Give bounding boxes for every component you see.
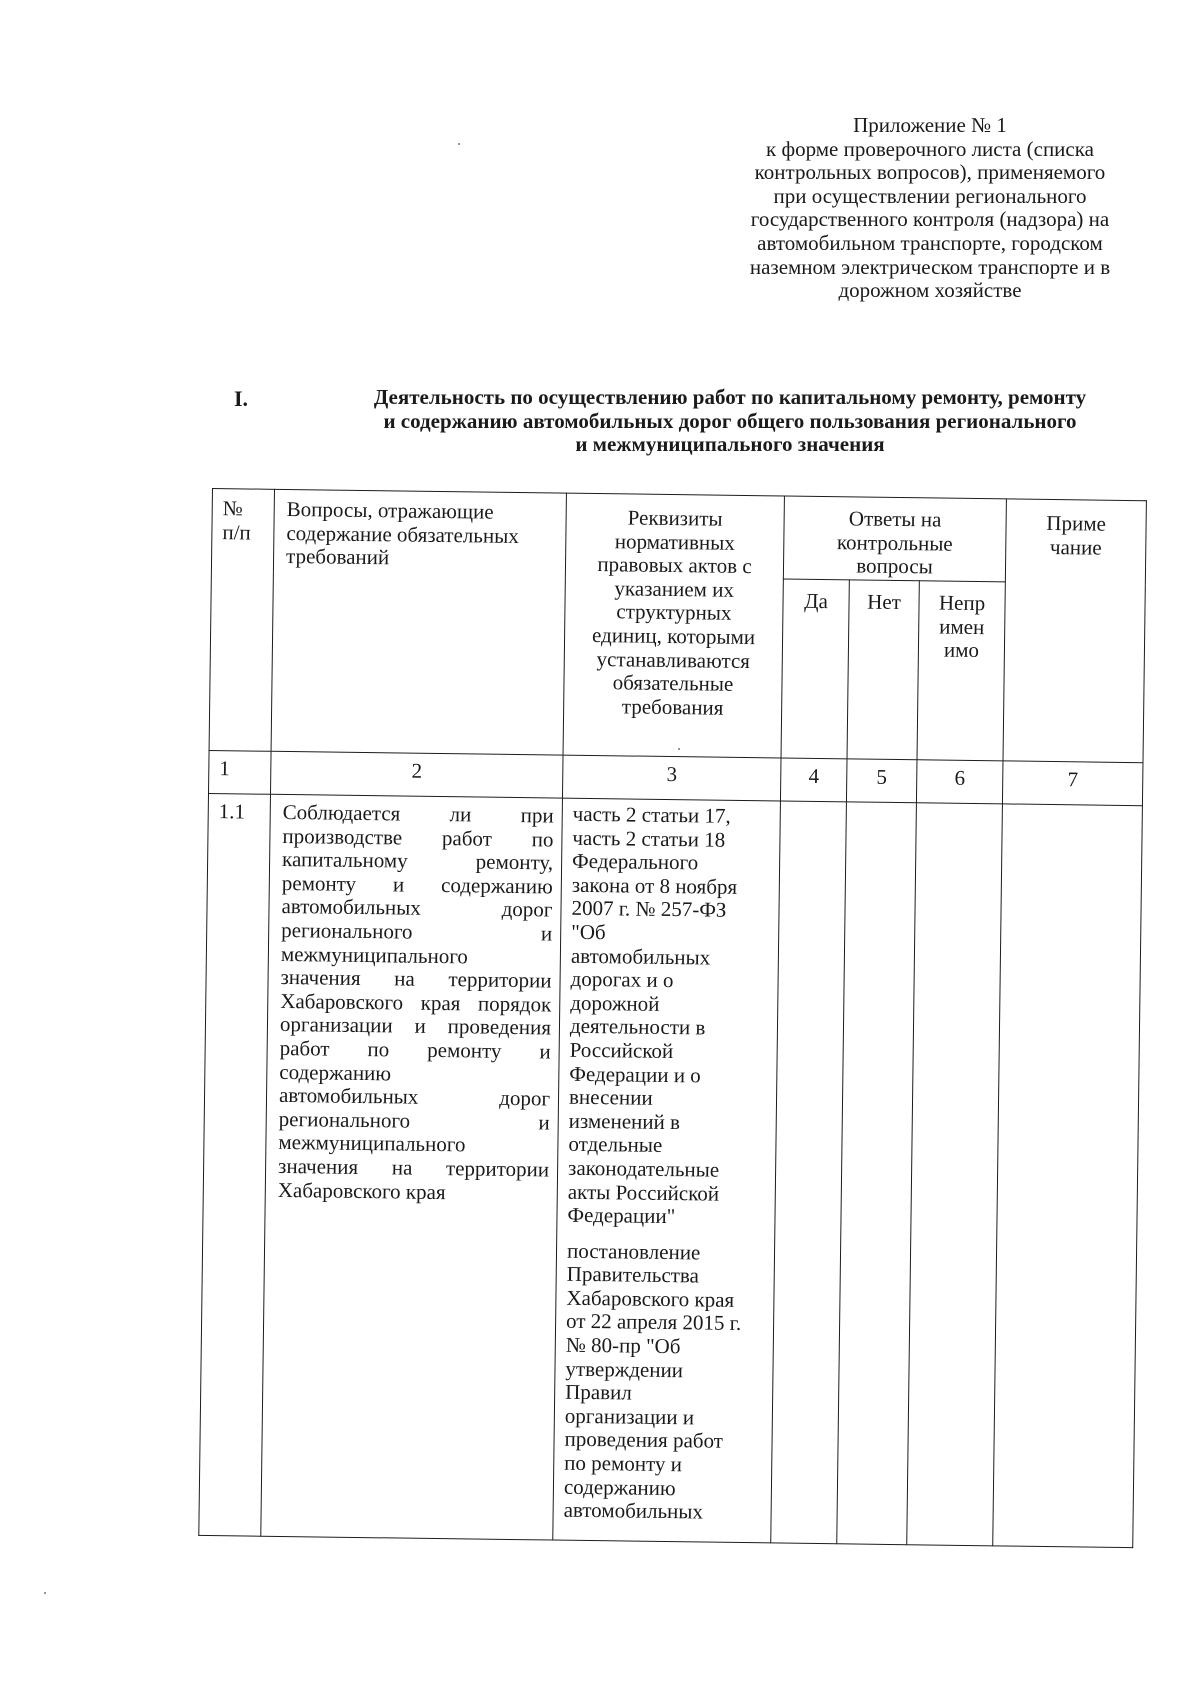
appendix-line: при осуществлении регионального xyxy=(773,183,1087,208)
question-text-line: Хабаровского края xyxy=(277,1177,446,1204)
header-text-line: Ответы на xyxy=(848,506,942,532)
question-text-line: межмуниципального xyxy=(278,1130,466,1157)
header-text-line: единиц, которыми xyxy=(591,622,756,650)
requisite-text-line: акты Российской xyxy=(567,1179,720,1206)
header-text-line: структурных xyxy=(616,599,732,626)
question-text-line: работ по ремонту и xyxy=(279,1035,551,1064)
question-text-line: регионального и xyxy=(281,917,553,946)
header-text-line: п/п xyxy=(222,519,251,545)
requisite-text-line: содержанию xyxy=(563,1474,676,1500)
header-text-line: нормативных xyxy=(614,528,736,555)
header-text-line: правовых актов с xyxy=(597,552,752,579)
requisite-text-line: Правительства xyxy=(566,1261,700,1288)
question-text-line: производстве работ по xyxy=(282,823,554,852)
column-number: 5 xyxy=(846,759,917,803)
header-text-line: чание xyxy=(1049,534,1102,560)
header-text-line: вопросы xyxy=(856,553,933,579)
header-question xyxy=(271,489,566,755)
appendix-block xyxy=(700,114,1160,303)
header-text-line: указанием их xyxy=(614,576,735,602)
header-num xyxy=(209,489,274,752)
header-not-applicable xyxy=(917,581,1005,761)
requisite-text-line: утверждении xyxy=(565,1356,684,1382)
question-text-line: содержанию xyxy=(279,1059,392,1085)
requisite-text-line: закона от 8 ноября xyxy=(571,872,738,899)
requisite-text-line: Хабаровского края xyxy=(566,1285,735,1312)
header-text-line: № xyxy=(222,496,243,521)
question-text-line: организации и проведения xyxy=(279,1012,552,1040)
requisite-text-line: 2007 г. № 257-ФЗ xyxy=(571,896,727,923)
requisite-text-line: внесении xyxy=(568,1084,653,1110)
header-text-line: содержание обязательных xyxy=(286,520,519,548)
column-number: 7 xyxy=(1002,761,1143,806)
requisite-text-line: отдельные xyxy=(568,1132,663,1158)
header-text-line: имен xyxy=(939,614,985,639)
requisite-text-line: постановление xyxy=(566,1238,701,1265)
table-row xyxy=(199,793,1143,1547)
header-text-line: Вопросы, отражающие xyxy=(286,496,494,524)
header-text-line: обязательные xyxy=(612,670,734,696)
question-text-line: значения на территории xyxy=(280,965,552,993)
column-number: 1 xyxy=(209,750,272,794)
requisite-text-line: изменений в xyxy=(568,1108,681,1134)
requisite-text-line: часть 2 статьи 18 xyxy=(572,825,726,852)
requisite-text-line: дорожной xyxy=(570,990,660,1016)
requisite-text-line: Федерации" xyxy=(567,1202,676,1229)
section-number: I. xyxy=(234,386,249,411)
requisite-text-line: дорогах и о xyxy=(570,966,674,993)
question-text-line: ремонту и содержанию xyxy=(281,870,553,899)
section-title-line: и содержанию автомобильных дорог общего пользования регионального xyxy=(383,408,1077,433)
header-no: Нет xyxy=(847,580,919,760)
requisite-text-line: Федерации и о xyxy=(569,1061,701,1087)
checklist-table xyxy=(198,488,1147,1548)
question-text-line: межмуниципального xyxy=(280,941,469,968)
appendix-line: автомобильном транспорте, городском xyxy=(757,230,1103,255)
header-text-line: имо xyxy=(943,637,980,663)
question-text-line: капитальному ремонту, xyxy=(281,847,554,875)
column-number: 3 xyxy=(562,755,781,801)
header-text-line: Непр xyxy=(938,590,986,616)
column-number: 2 xyxy=(270,751,563,798)
appendix-line: государственного контроля (надзора) на xyxy=(750,207,1110,232)
requisite-text-line: № 80-пр "Об xyxy=(565,1332,681,1359)
scan-speck xyxy=(678,748,680,750)
section-title-line: Деятельность по осуществлению работ по капитальному ремонту, ремонту xyxy=(373,385,1087,409)
requisite-text-line: Правил xyxy=(565,1379,632,1405)
requisite-text-line: организации и xyxy=(564,1403,695,1430)
header-yes: Да xyxy=(781,579,849,759)
header-text-line: контрольные xyxy=(836,529,953,556)
requisite-text-line: автомобильных xyxy=(570,943,711,970)
header-text-line: требований xyxy=(285,544,390,570)
requisite-text-line: от 22 апреля 2015 г. xyxy=(565,1309,742,1336)
header-answers xyxy=(783,496,1006,582)
row-number: 1.1 xyxy=(199,793,271,1536)
row-question xyxy=(261,794,563,1540)
requisite-text-line: автомобильных xyxy=(563,1497,704,1524)
question-text-line: автомобильных дорог xyxy=(281,894,553,922)
appendix-line: наземном электрическом транспорте и в xyxy=(749,254,1111,279)
requisite-text-line: деятельности в xyxy=(569,1014,706,1040)
requisite-text-line: Федерального xyxy=(571,848,699,875)
question-text-line: регионального и xyxy=(278,1106,550,1135)
requisite-text-line: часть 2 статьи 17, xyxy=(572,801,731,828)
column-number: 6 xyxy=(916,760,1003,804)
scan-speck xyxy=(44,1592,46,1594)
section-title-line: и межмуниципального значения xyxy=(575,432,885,456)
question-text-line: значения на территории xyxy=(277,1153,550,1182)
scan-speck xyxy=(458,143,460,145)
question-text-line: автомобильных дорог xyxy=(278,1083,551,1111)
header-text-line: требования xyxy=(621,694,724,720)
answer-no-cell[interactable] xyxy=(837,802,917,1545)
requisite-text-line: проведения работ xyxy=(564,1427,724,1454)
appendix-line: контрольных вопросов), применяемого xyxy=(754,160,1106,185)
header-text-line: устанавливаются xyxy=(596,646,751,673)
column-number: 4 xyxy=(780,758,847,802)
appendix-line: Приложение № 1 xyxy=(853,113,1007,137)
section-title xyxy=(300,386,1160,457)
requisite-text-line: "Об xyxy=(571,919,606,945)
note-cell[interactable] xyxy=(993,804,1143,1548)
question-text-line: Хабаровского края порядок xyxy=(280,988,552,1017)
answer-not-applicable-cell[interactable] xyxy=(907,803,1003,1546)
requisite-text-line: по ремонту и xyxy=(564,1450,683,1477)
question-text-line: Соблюдается ли при xyxy=(282,799,554,828)
appendix-line: дорожном хозяйстве xyxy=(838,278,1022,303)
header-requisites xyxy=(563,493,784,758)
header-text-line: Приме xyxy=(1046,510,1107,536)
header-note xyxy=(1003,499,1146,763)
appendix-line: к форме проверочного листа (списка xyxy=(766,136,1094,161)
requisite-text-line: законодательные xyxy=(567,1155,720,1182)
header-text-line: Реквизиты xyxy=(627,505,723,531)
requisite-text-line: Российской xyxy=(569,1037,674,1064)
row-requisites xyxy=(553,798,781,1543)
answer-yes-cell[interactable] xyxy=(771,801,847,1544)
